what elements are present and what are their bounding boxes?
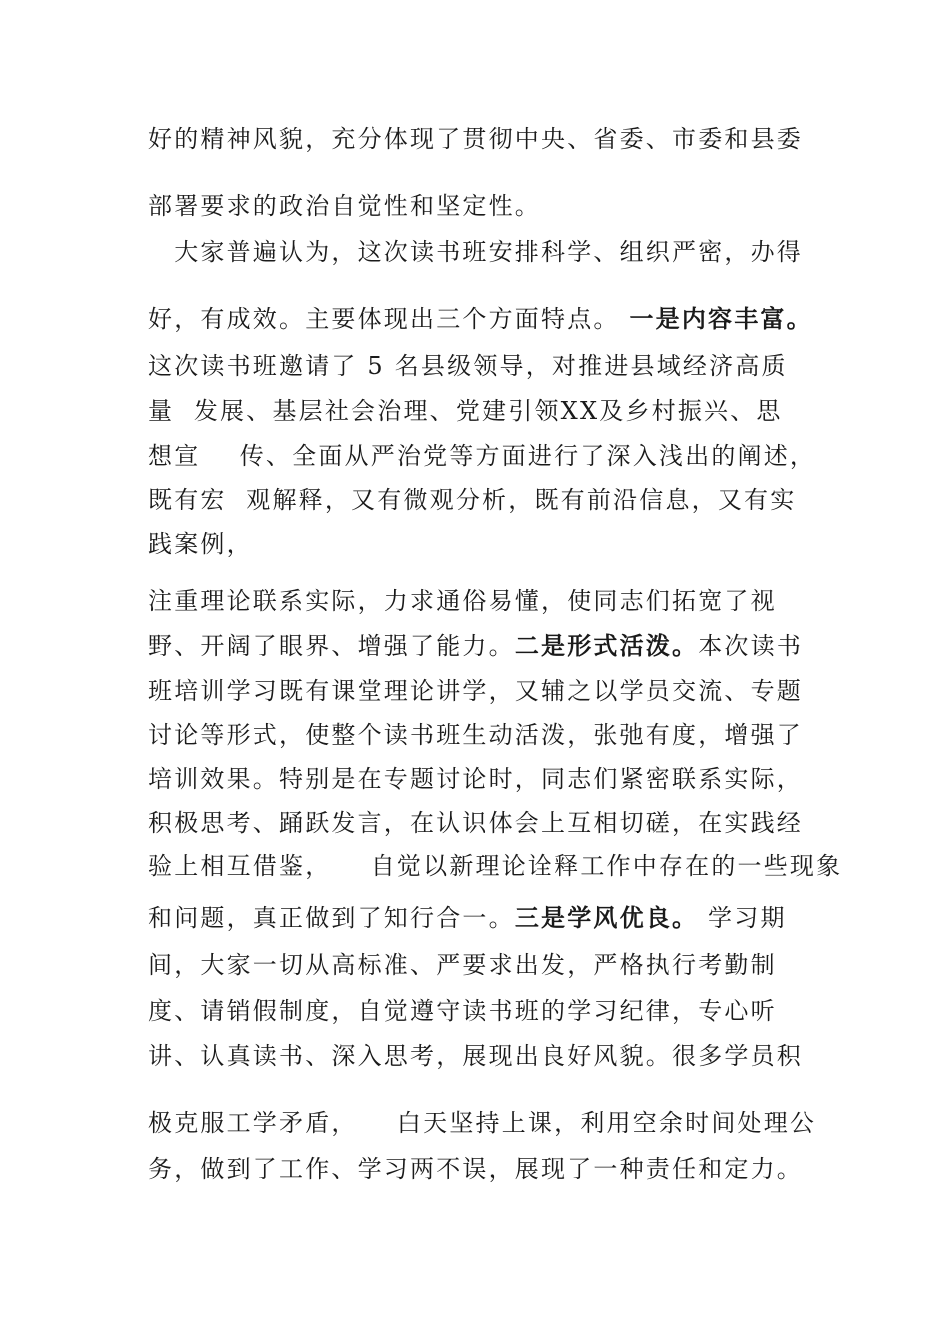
text-line-6: 量 发展、基层社会治理、党建引领XX及乡村振兴、思 <box>148 397 783 425</box>
text-line-13: 讨论等形式，使整个读书班生动活泼，张弛有度，增强了 <box>148 721 803 749</box>
text-line-22: 务，做到了工作、学习两不误，展现了一种责任和定力。 <box>148 1155 803 1183</box>
text-line-18: 间，大家一切从高标准、严要求出发，严格执行考勤制 <box>148 951 777 979</box>
text-line-2: 部署要求的政治自觉性和坚定性。 <box>148 192 541 220</box>
text-line-12: 班培训学习既有课堂理论讲学，又辅之以学员交流、专题 <box>148 677 803 705</box>
text-line-14: 培训效果。特别是在专题讨论时，同志们紧密联系实际， <box>148 765 803 793</box>
text-line-5: 这次读书班邀请了 5 名县级领导，对推进县域经济高质 <box>148 352 788 380</box>
text-line-16: 验上相互借鉴， 自觉以新理论诠释工作中存在的一些现象 <box>148 852 843 880</box>
text-line-4: 好，有成效。主要体现出三个方面特点。 一是内容丰富。 <box>148 304 813 333</box>
text-line-9: 践案例， <box>148 530 253 558</box>
text-line-3: 大家普遍认为，这次读书班安排科学、组织严密，办得 <box>148 238 803 266</box>
bold-heading-3: 三是学风优良。 <box>514 903 699 932</box>
text-line-7: 想宣 传、全面从严治党等方面进行了深入浅出的阐述， <box>148 442 817 470</box>
text-line-17: 和问题，真正做到了知行合一。三是学风优良。 学习期 <box>148 903 787 932</box>
text-line-19: 度、请销假制度，自觉遵守读书班的学习纪律，专心听 <box>148 997 777 1025</box>
bold-heading-2: 二是形式活泼。 <box>514 631 699 660</box>
text-line-20: 讲、认真读书、深入思考，展现出良好风貌。很多学员积 <box>148 1042 803 1070</box>
bold-heading-1: 一是内容丰富。 <box>629 304 813 333</box>
text-line-10: 注重理论联系实际，力求通俗易懂，使同志们拓宽了视 <box>148 587 777 615</box>
text-line-8: 既有宏 观解释，又有微观分析，既有前沿信息，又有实 <box>148 486 797 514</box>
text-line-21: 极克服工学矛盾， 白天坚持上课，利用空余时间处理公 <box>148 1109 817 1137</box>
text-line-15: 积极思考、踊跃发言，在认识体会上互相切磋，在实践经 <box>148 809 803 837</box>
text-line-1: 好的精神风貌，充分体现了贯彻中央、省委、市委和县委 <box>148 125 803 153</box>
text-line-11: 野、开阔了眼界、增强了能力。二是形式活泼。本次读书 <box>148 631 804 660</box>
